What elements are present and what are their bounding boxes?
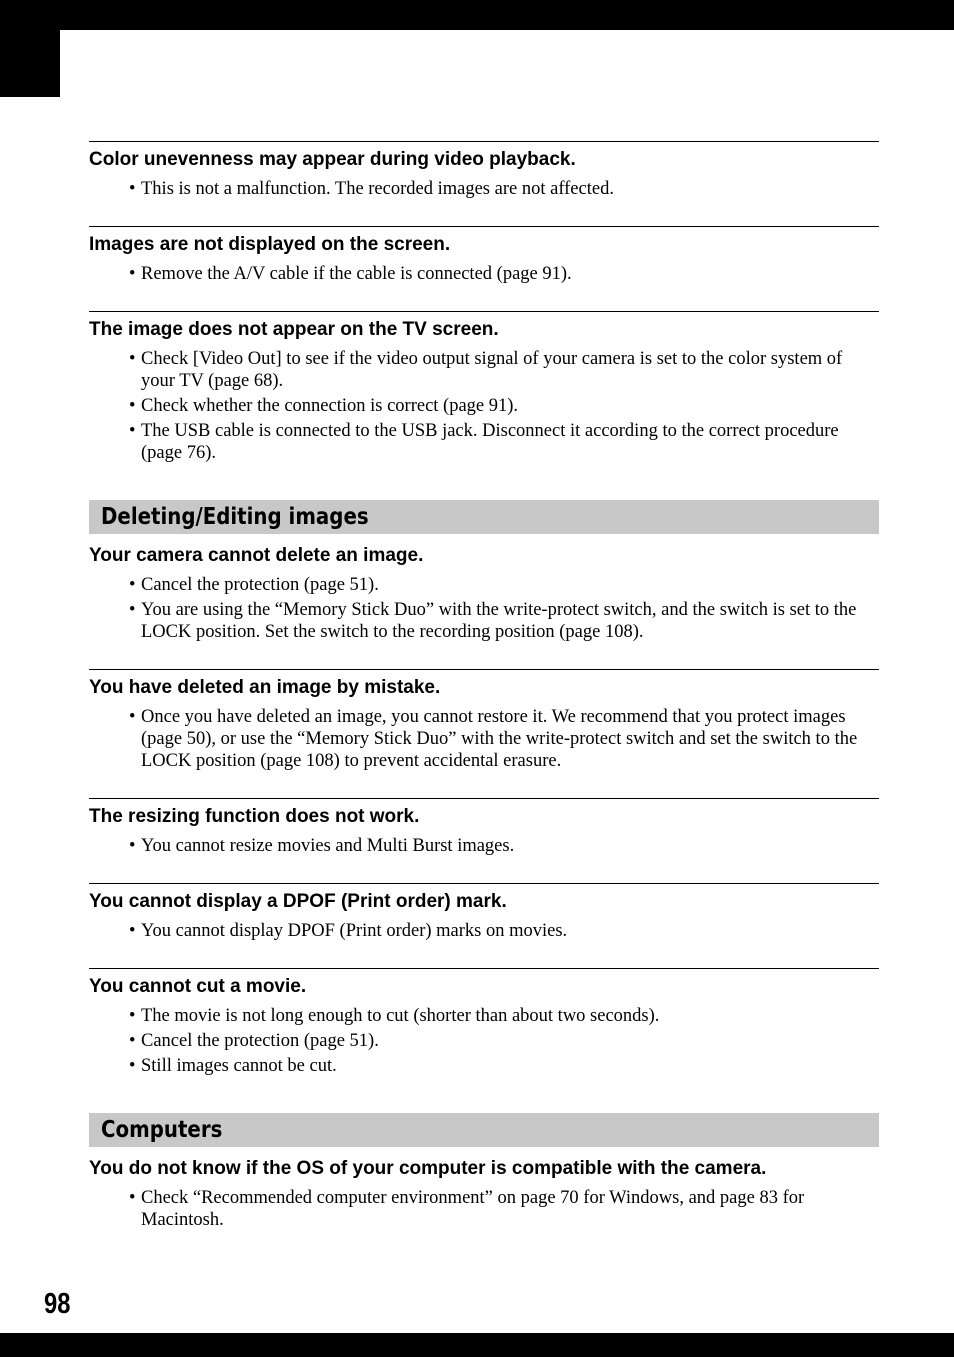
bullet-item: • Check “Recommended computer environment” on page 70 for Windows, and page 83 for Macintosh. [129, 1187, 879, 1231]
troubleshooting-entry [89, 544, 879, 643]
troubleshooting-entry [89, 311, 879, 464]
bottom-black-bar [0, 1333, 954, 1357]
bullet-list [89, 178, 879, 200]
bullet-list [89, 920, 879, 942]
bullet-item: • Cancel the protection (page 51). [129, 574, 879, 596]
bullet-item: • Once you have deleted an image, you cannot restore it. We recommend that you protect images (page 50), or use the “Memory Stick Duo” with the write-protect switch and set the switch to the LOCK position (page 108) to prevent accidental erasure. [129, 706, 879, 772]
troubleshooting-entry [89, 883, 879, 942]
section-title: Computers [101, 1117, 223, 1143]
bullet-list [89, 348, 879, 464]
section-header [89, 1113, 879, 1147]
bullet-item: • You are using the “Memory Stick Duo” with the write-protect switch, and the switch is set to the LOCK position. Set the switch to the recording position (page 108). [129, 599, 879, 643]
bullet-item: • You cannot display DPOF (Print order) marks on movies. [129, 920, 879, 942]
troubleshooting-entry [89, 226, 879, 285]
troubleshooting-entry [89, 141, 879, 200]
page-number: 98 [44, 1288, 71, 1320]
entry-title: The image does not appear on the TV screen. [89, 319, 499, 340]
bullet-item: • Still images cannot be cut. [129, 1055, 879, 1077]
section-header [89, 500, 879, 534]
bullet-item: • Check [Video Out] to see if the video output signal of your camera is set to the color system of your TV (page 68). [129, 348, 879, 392]
bullet-item: • Cancel the protection (page 51). [129, 1030, 879, 1052]
bullet-item: • This is not a malfunction. The recorded images are not affected. [129, 178, 879, 200]
troubleshooting-entry [89, 798, 879, 857]
top-black-bar [0, 0, 954, 30]
entry-title: The resizing function does not work. [89, 806, 420, 827]
troubleshooting-entry [89, 669, 879, 772]
bullet-item: • Remove the A/V cable if the cable is connected (page 91). [129, 263, 879, 285]
bullet-item: • You cannot resize movies and Multi Burst images. [129, 835, 879, 857]
bullet-item: • The USB cable is connected to the USB jack. Disconnect it according to the correct procedure (page 76). [129, 420, 879, 464]
entry-title: Your camera cannot delete an image. [89, 545, 424, 566]
troubleshooting-entry [89, 968, 879, 1077]
bullet-list [89, 1187, 879, 1231]
bullet-list [89, 263, 879, 285]
bullet-list [89, 1005, 879, 1077]
entry-title: You do not know if the OS of your computer is compatible with the camera. [89, 1158, 767, 1179]
entry-title: You cannot display a DPOF (Print order) mark. [89, 891, 507, 912]
bullet-item: • Check whether the connection is correct (page 91). [129, 395, 879, 417]
section-title: Deleting/Editing images [101, 504, 369, 530]
bullet-item: • The movie is not long enough to cut (shorter than about two seconds). [129, 1005, 879, 1027]
entry-title: Images are not displayed on the screen. [89, 234, 451, 255]
entry-title: You cannot cut a movie. [89, 976, 307, 997]
corner-tab-block [0, 0, 60, 97]
bullet-list [89, 706, 879, 772]
entry-title: You have deleted an image by mistake. [89, 677, 441, 698]
entry-title: Color unevenness may appear during video playback. [89, 149, 576, 170]
page-content [89, 141, 879, 1234]
bullet-list [89, 574, 879, 643]
bullet-list [89, 835, 879, 857]
troubleshooting-entry [89, 1157, 879, 1231]
